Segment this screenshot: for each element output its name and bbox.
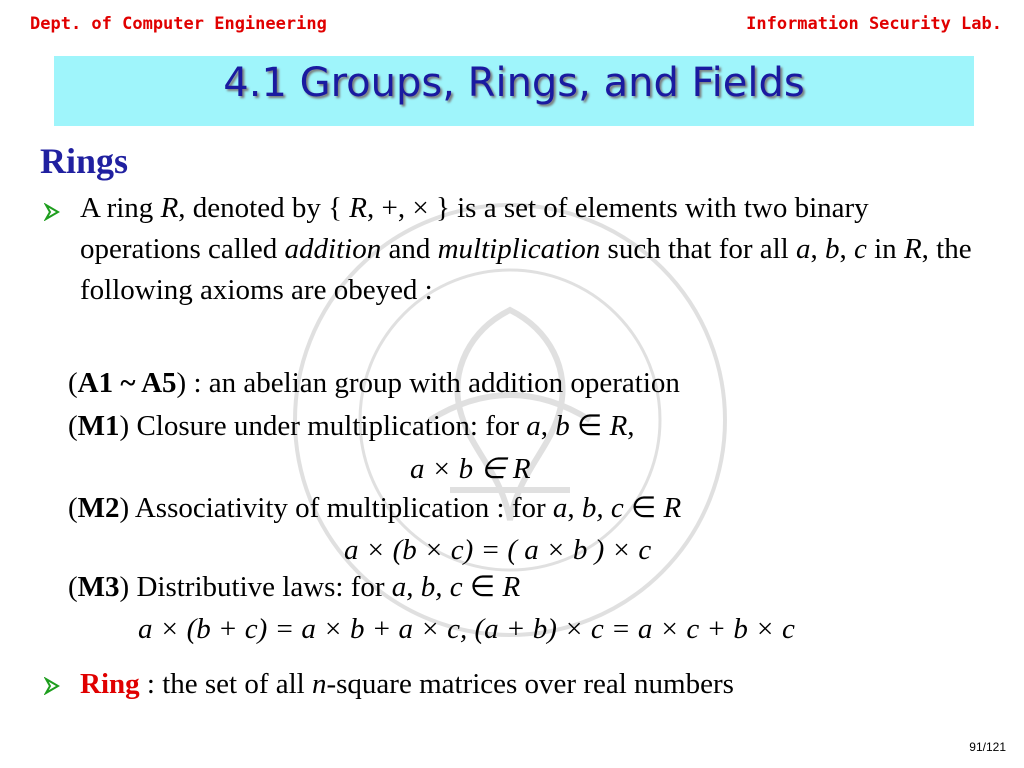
section-title: Rings (40, 141, 129, 181)
formula-m2: a × (b × c) = ( a × b ) × c (344, 534, 652, 566)
ring-definition: A ring R, denoted by { R, +, × } is a set of elements with two binary operations called addition and multiplication such that for all a, b, c in R, the following axioms are obeyed : (80, 192, 972, 306)
title-band (54, 56, 974, 126)
arrow-bullet-icon (44, 677, 64, 695)
axiom-m3: (M3) Distributive laws: for a, b, c ∈ R (68, 571, 521, 603)
axiom-a1-a5: (A1 ~ A5) : an abelian group with addition operation (68, 367, 680, 399)
arrow-bullet-icon (44, 203, 64, 221)
slide-title: 4.1 Groups, Rings, and Fields (223, 60, 805, 106)
header-dept: Dept. of Computer Engineering (30, 14, 327, 34)
formula-m3: a × (b + c) = a × b + a × c, (a + b) × c = a × c + b × c (138, 613, 795, 645)
axiom-m1: (M1) Closure under multiplication: for a, b ∈ R, (68, 410, 635, 442)
ring-example: Ring : the set of all n-square matrices over real numbers (80, 668, 734, 700)
formula-m1: a × b ∈ R (410, 453, 531, 485)
page-number: 91/121 (969, 740, 1006, 754)
axiom-m2: (M2) Associativity of multiplication : for a, b, c ∈ R (68, 492, 682, 524)
header-lab: Information Security Lab. (746, 14, 1002, 34)
